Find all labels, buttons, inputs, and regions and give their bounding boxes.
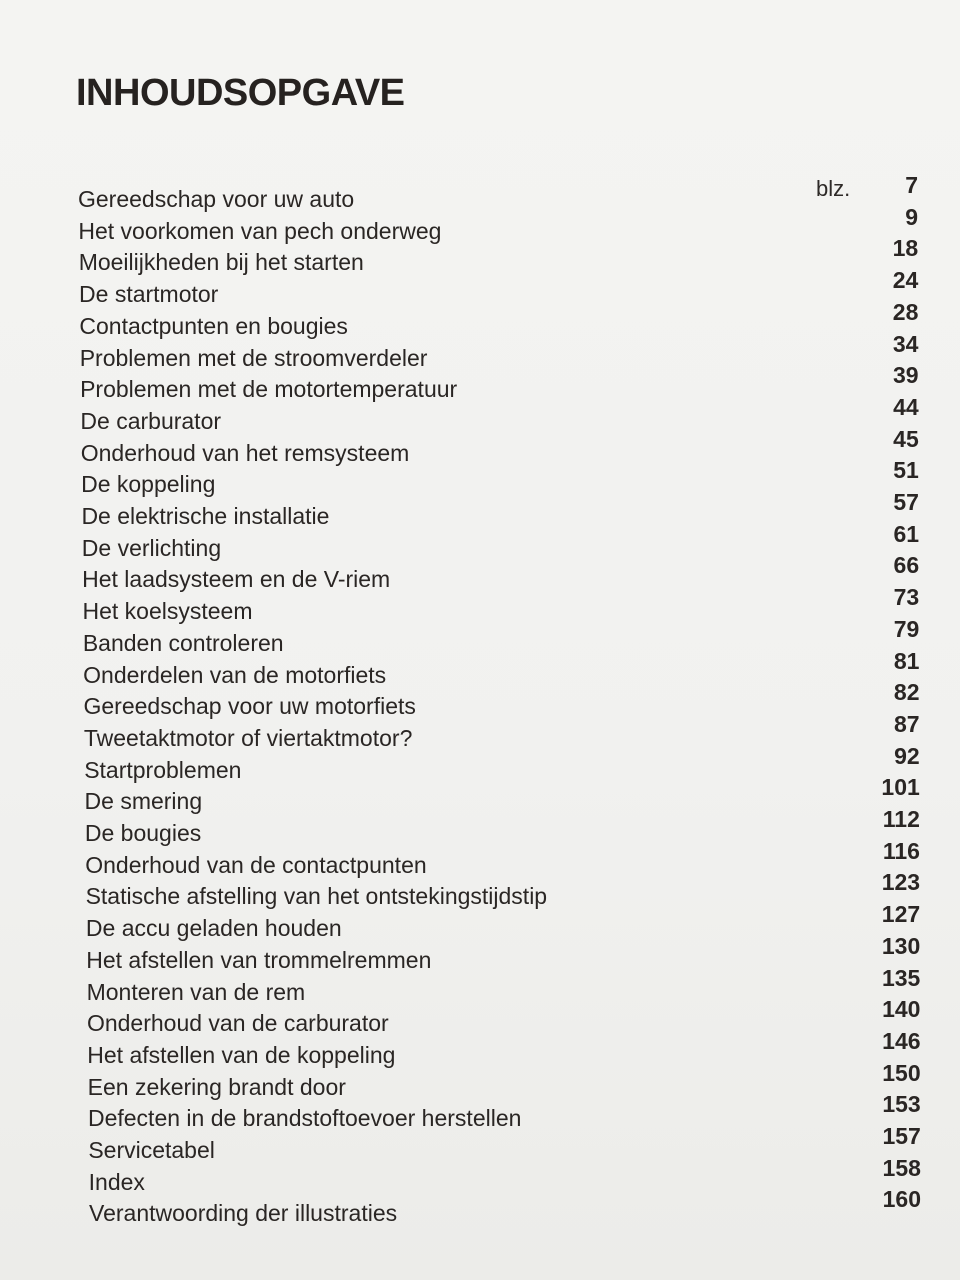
toc-entry-title: De verlichting	[81, 534, 222, 561]
toc-entry-title: Statische afstelling van het ontstekingstijdstip	[85, 883, 548, 910]
toc-entry	[0, 1123, 960, 1169]
toc-entry-page-number: 45	[893, 425, 919, 452]
toc-entry-page-number: 7	[905, 172, 918, 198]
toc-entry-title: Het voorkomen van pech onderweg	[78, 217, 442, 244]
toc-entry	[0, 584, 960, 630]
toc-entry-title: Servicetabel	[88, 1137, 215, 1163]
toc-entry-title: Defecten in de brandstoftoevoer herstellen	[87, 1105, 522, 1132]
toc-entry-page-number: 28	[892, 298, 919, 325]
toc-entry-page-number: 79	[893, 615, 920, 642]
toc-entry-page-number: 130	[881, 932, 921, 959]
toc-entry-page-number: 61	[893, 520, 920, 547]
toc-entry-page-number: 140	[882, 996, 921, 1023]
toc-entry-page-number: 57	[893, 489, 919, 515]
toc-entry	[0, 996, 960, 1042]
toc-entry-page-number: 66	[893, 552, 920, 579]
toc-entry	[0, 679, 960, 725]
toc-entry-page-number: 39	[892, 362, 919, 389]
toc-entry-title: Contactpunten en bougies	[79, 312, 348, 339]
toc-entry	[0, 932, 960, 979]
toc-entry-page-number: 135	[881, 964, 921, 991]
toc-entry-title: De accu geladen houden	[85, 915, 342, 942]
toc-entry-page-number: 158	[882, 1154, 921, 1181]
toc-entry	[0, 837, 960, 884]
toc-entry	[0, 964, 960, 1011]
toc-entry-title: De koppeling	[81, 471, 216, 498]
toc-entry-page-number: 157	[882, 1123, 921, 1149]
toc-entry-page-number: 9	[905, 203, 919, 230]
toc-entry-page-number: 82	[893, 679, 920, 706]
toc-entry-title: Het koelsysteem	[82, 598, 253, 625]
toc-entry-title: Banden controleren	[82, 629, 284, 656]
toc-entry-title: De startmotor	[79, 281, 219, 308]
toc-entry-title: Problemen met de stroomverdeler	[79, 344, 428, 371]
toc-entry	[0, 425, 960, 472]
toc-entry	[0, 615, 960, 662]
toc-entry-page-number: 116	[882, 837, 920, 864]
toc-entry	[0, 806, 960, 852]
toc-entry	[0, 172, 960, 218]
toc-entry-page-number: 73	[893, 584, 920, 611]
page-column-label: blz.	[816, 176, 851, 201]
toc-entry	[0, 774, 960, 820]
toc-entry	[0, 362, 960, 408]
toc-entry	[0, 710, 960, 757]
toc-entry-page-number: 81	[893, 647, 920, 674]
toc-entry-page-number: 146	[882, 1027, 921, 1054]
toc-entry-title: Het laadsysteem en de V-riem	[82, 566, 391, 593]
toc-entry-page-number: 87	[894, 710, 920, 737]
toc-entry	[0, 298, 960, 345]
toc-entry	[0, 457, 960, 503]
toc-entry-title: Index	[88, 1168, 145, 1195]
toc-entry-page-number: 44	[893, 393, 919, 420]
toc-entry-title: De carburator	[80, 407, 222, 434]
toc-entry-title: Verantwoording der illustraties	[89, 1200, 398, 1227]
page-title: INHOUDSOPGAVE	[76, 72, 405, 114]
toc-entry-title: Het afstellen van de koppeling	[87, 1041, 396, 1068]
toc-entry	[0, 1091, 960, 1137]
toc-entry	[0, 489, 960, 535]
toc-entry-page-number: 123	[881, 869, 921, 896]
toc-entry-page-number: 127	[881, 901, 921, 928]
toc-entry	[0, 520, 960, 567]
toc-entry	[0, 267, 960, 313]
toc-entry-title: Gereedschap voor uw motorfiets	[83, 693, 416, 720]
toc-entry-page-number: 160	[882, 1186, 921, 1213]
toc-entry-page-number: 18	[892, 235, 919, 262]
toc-entry	[0, 742, 960, 789]
toc-entry-title: Onderhoud van het remsysteem	[80, 439, 410, 466]
toc-entry	[0, 552, 960, 598]
toc-entry-title: De elektrische installatie	[81, 503, 330, 529]
toc-entry	[0, 1027, 960, 1074]
toc-entry-page-number: 153	[882, 1091, 921, 1118]
toc-entry	[0, 393, 960, 440]
toc-entry	[0, 901, 960, 947]
toc-entry-title: Startproblemen	[84, 756, 242, 783]
toc-entry	[0, 647, 960, 694]
toc-entry-page-number: 150	[882, 1059, 921, 1086]
toc-entry	[0, 1154, 960, 1201]
toc-entry-title: De bougies	[84, 820, 202, 846]
toc-entry-title: Onderdelen van de motorfiets	[83, 661, 387, 688]
toc-entry-title: Gereedschap voor uw auto	[78, 186, 355, 212]
toc-entry-title: Onderhoud van de carburator	[86, 1010, 389, 1037]
toc-entry-page-number: 51	[893, 457, 919, 484]
toc-entry-title: Het afstellen van trommelremmen	[86, 946, 432, 973]
toc-entry	[0, 330, 960, 377]
toc-entry-page-number: 92	[894, 742, 920, 769]
toc-entry	[0, 869, 960, 915]
toc-entry-title: Onderhoud van de contactpunten	[85, 851, 427, 878]
toc-entry	[0, 1186, 960, 1232]
toc-entry-title: Monteren van de rem	[86, 978, 306, 1005]
toc-entry	[0, 235, 960, 281]
toc-entry	[0, 1059, 960, 1106]
toc-entry-title: Moeilijkheden bij het starten	[78, 249, 364, 276]
toc-entry-title: Tweetaktmotor of viertaktmotor?	[83, 724, 413, 751]
toc-entry-page-number: 24	[892, 267, 919, 294]
toc-entry-title: Problemen met de motortemperatuur	[80, 376, 458, 403]
toc-entry-page-number: 34	[892, 330, 919, 357]
toc-entry-title: De smering	[84, 788, 203, 815]
toc-entry	[0, 203, 960, 250]
toc-entry-title: Een zekering brandt door	[87, 1073, 346, 1100]
toc-entry-page-number: 112	[882, 806, 920, 832]
toc-entry-page-number: 101	[881, 774, 920, 801]
